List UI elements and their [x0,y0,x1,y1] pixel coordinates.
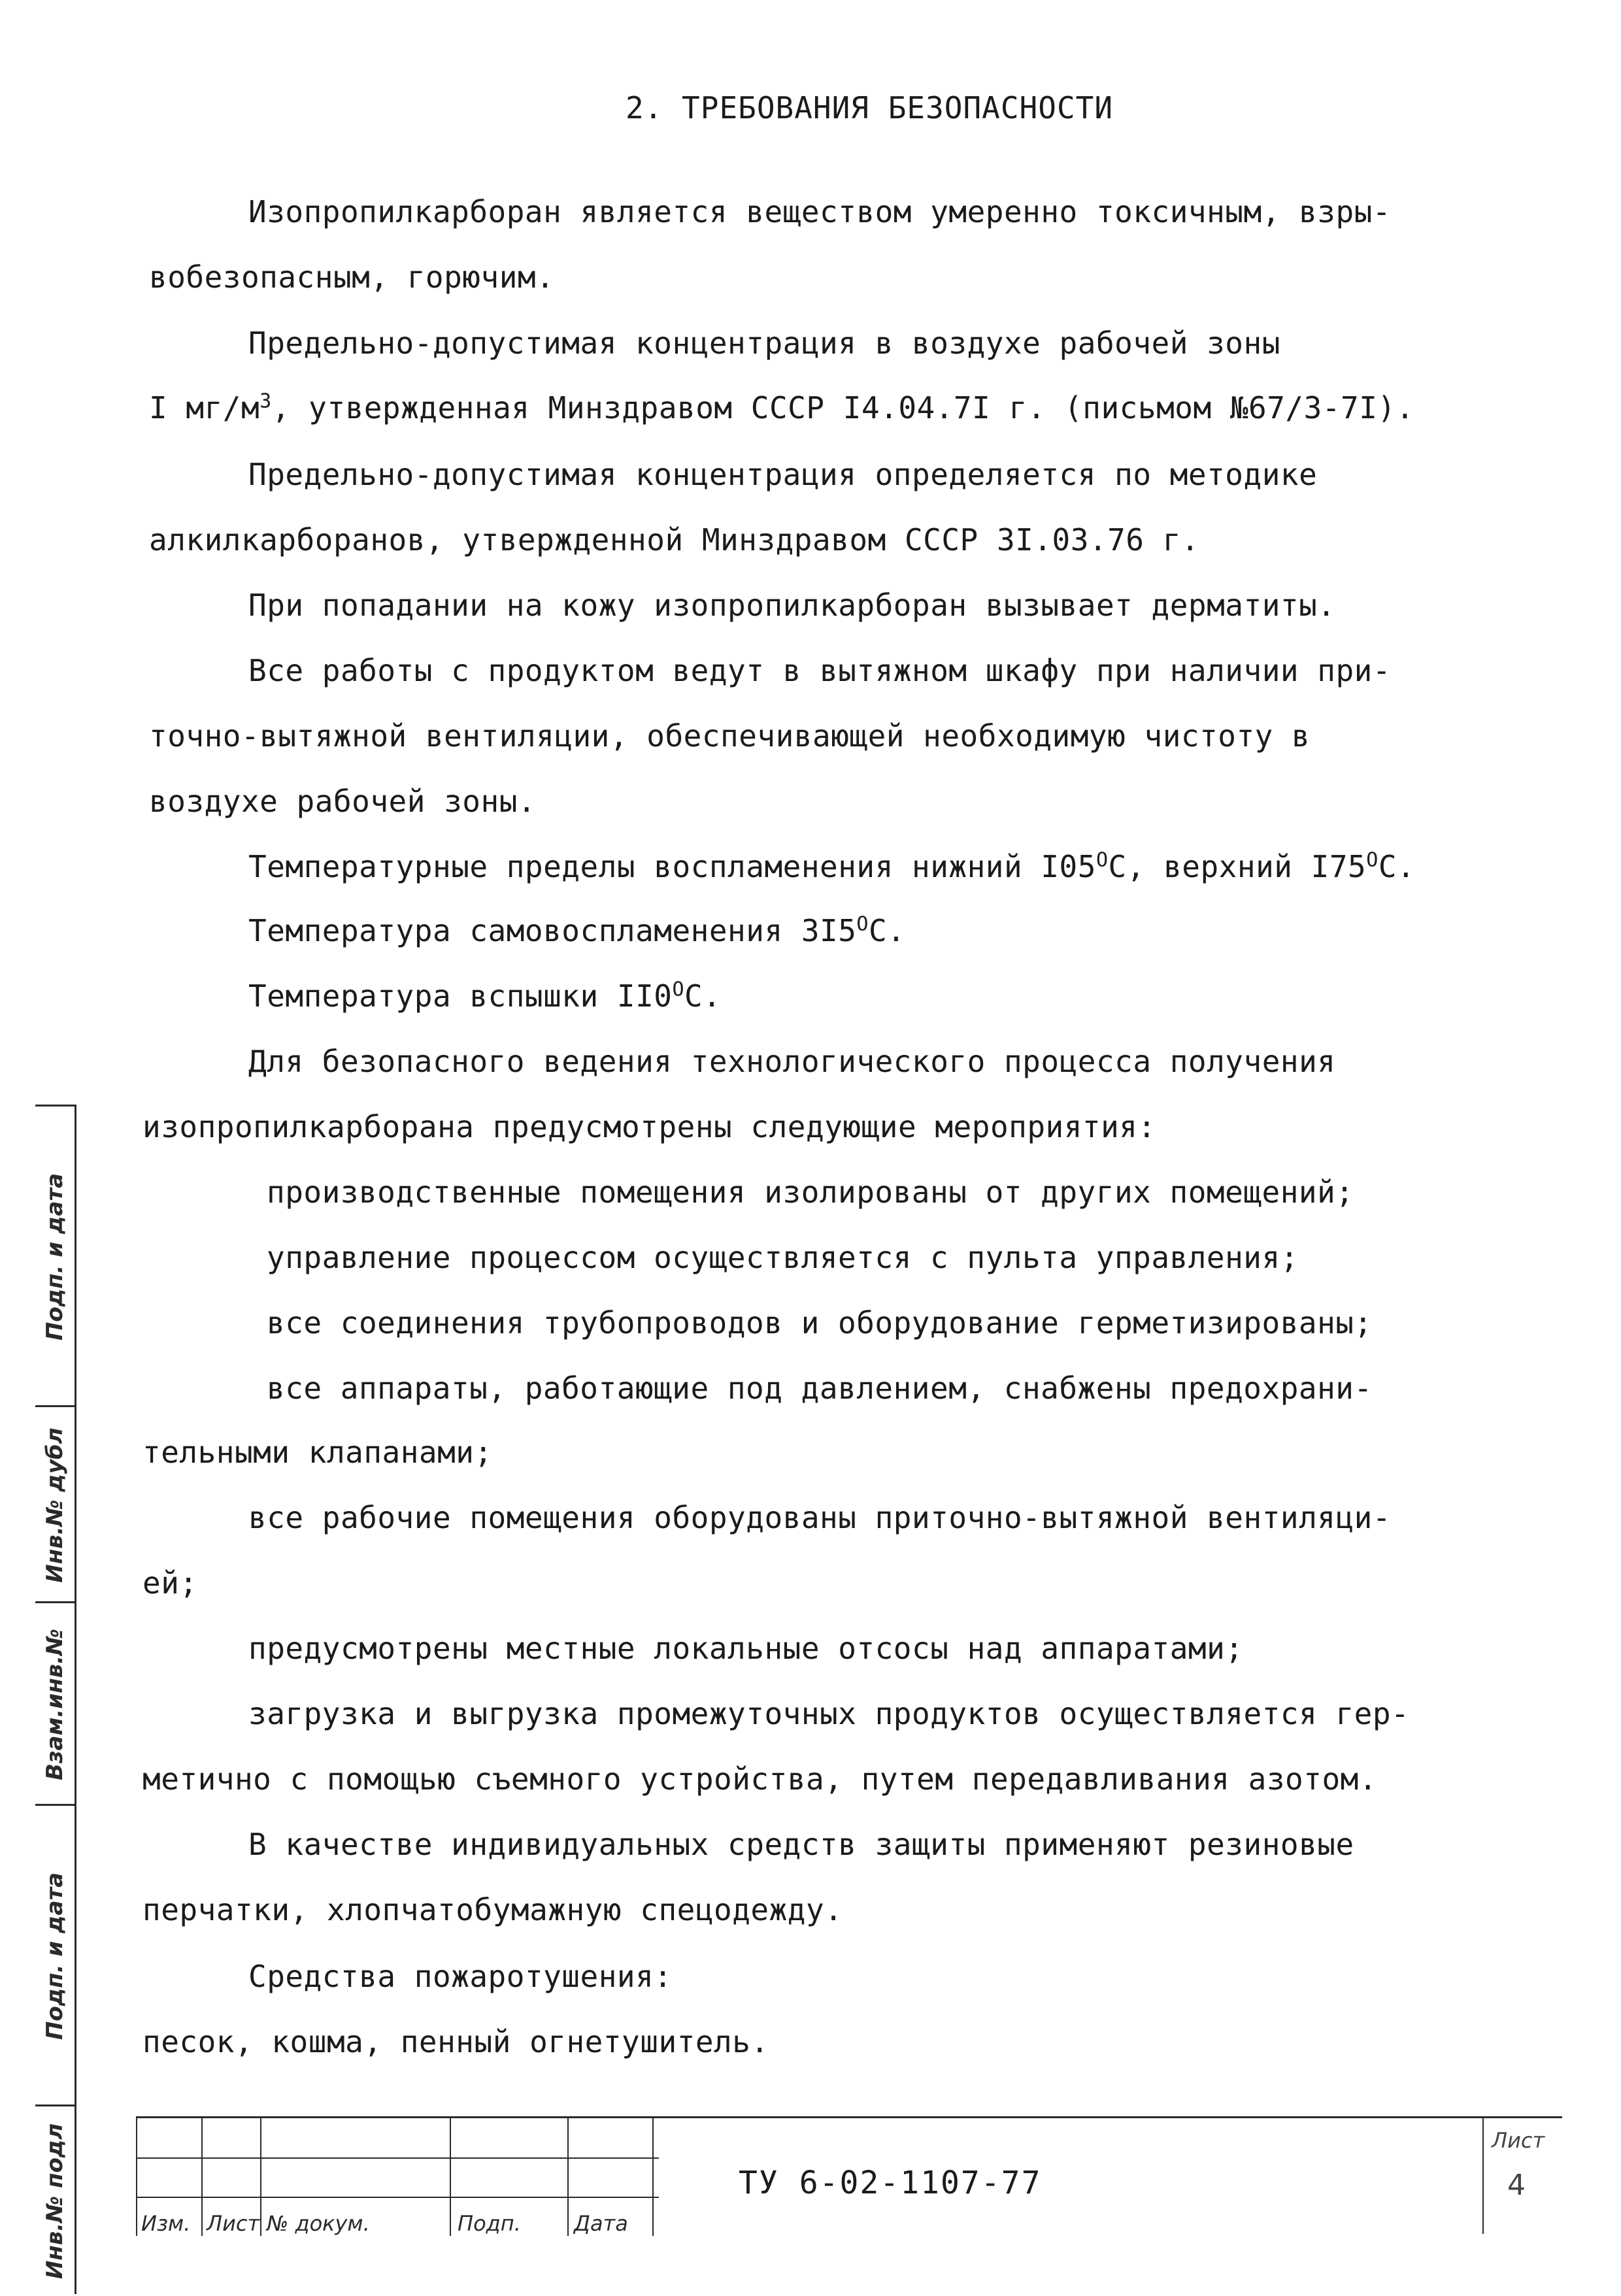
text-line: предусмотрены местные локальные отсосы над аппаратами; [248,1631,1244,1666]
superscript: О [1366,848,1379,872]
margin-label: Подп. и дата [42,1173,68,1341]
text-line: тельными клапанами; [142,1435,493,1470]
text-segment: I мг/м [149,390,260,425]
margin-label: Подп. и дата [42,1872,68,2040]
text-line: перчатки, хлопчатобумажную спецодежду. [142,1892,843,1927]
text-line: все соединения трубопроводов и оборудование герметизированы; [267,1305,1373,1340]
text-line: воздухе рабочей зоны. [149,784,537,819]
text-line: вобезопасным, горючим. [149,259,555,295]
text-line: алкилкарборанов, утвержденной Минздравом СССР 3I.03.76 г. [149,522,1200,557]
table-rule [260,2118,261,2236]
superscript: О [672,978,685,1001]
text-line: Все работы с продуктом ведут в вытяжном шкафу при наличии при- [248,653,1392,688]
text-line: Предельно-допустимая концентрация определяется по методике [248,457,1318,492]
text-line: Средства пожаротушения: [248,1959,673,1994]
text-line: все аппараты, работающие под давлением, снабжены предохрани- [267,1371,1373,1406]
sheet-number: 4 [1507,2169,1526,2202]
header-date: Дата [574,2211,628,2236]
margin-label: Инв.№ дубл [42,1427,68,1583]
margin-cell [35,1601,75,1806]
margin-label: Инв.№ подл [42,2123,68,2280]
text-line: загрузка и выгрузка промежуточных продуктов осуществляется гер- [248,1696,1410,1731]
text-line: Для безопасного ведения технологического процесса получения [248,1044,1336,1079]
header-sheet: Лист [207,2211,260,2236]
text-segment: Температура самовоспламенения 3I5 [248,913,857,948]
text-segment: С. [684,978,722,1014]
text-line [248,848,1415,885]
text-line: метично с помощью съемного устройства, путем передавливания азотом. [142,1761,1378,1797]
header-signature: Подп. [458,2211,521,2236]
margin-cell [35,1804,75,2106]
revision-table [136,2118,659,2236]
table-rule [136,2157,659,2159]
superscript: О [856,912,869,936]
text-line: В качестве индивидуальных средств защиты применяют резиновые [248,1827,1354,1862]
header-change: Изм. [141,2211,191,2236]
superscript: О [1095,848,1109,872]
superscript: 3 [259,390,272,413]
margin-stamp [35,1105,76,2294]
margin-label: Взам.инв.№ [42,1629,68,1780]
text-line: точно-вытяжной вентиляции, обеспечивающей необходимую чистоту в [149,718,1311,754]
text-line: управление процессом осуществляется с пульта управления; [267,1240,1299,1275]
document-code: ТУ 6-02-1107-77 [739,2165,1042,2201]
text-line: все рабочие помещения оборудованы приточно-вытяжной вентиляци- [248,1500,1392,1535]
text-line: изопропилкарборана предусмотрены следующие мероприятия: [142,1109,1156,1144]
text-line: Изопропилкарборан является веществом умеренно токсичным, взры- [248,194,1392,229]
text-line: Предельно-допустимая концентрация в воздухе рабочей зоны [248,325,1280,361]
table-rule [652,2118,654,2236]
header-doc-number: № докум. [267,2211,370,2236]
text-segment: Температура вспышки II0 [248,978,673,1014]
text-line [248,978,721,1014]
text-segment: , утвержденная Минздравом СССР I4.04.7I г. (письмом №67/3-7I). [271,390,1414,425]
table-rule [136,2197,659,2198]
text-segment: С, верхний I75 [1108,849,1367,884]
text-segment: Температурные пределы воспламенения нижний I05 [248,849,1096,884]
text-line: ей; [142,1565,198,1601]
text-segment: С. [868,913,906,948]
text-line: производственные помещения изолированы от других помещений; [267,1174,1354,1210]
table-rule [567,2118,569,2236]
margin-cell [35,1105,75,1407]
table-rule [136,2118,137,2236]
margin-cell [35,2105,75,2296]
sheet-label: Лист [1492,2128,1545,2153]
section-title: 2. ТРЕБОВАНИЯ БЕЗОПАСНОСТИ [625,90,1114,125]
text-line: При попадании на кожу изопропилкарборан вызывает дерматиты. [248,588,1336,623]
text-segment: С. [1378,849,1416,884]
margin-cell [35,1405,75,1603]
table-rule [201,2118,203,2236]
text-line [248,912,905,949]
text-line: песок, кошма, пенный огнетушитель. [142,2024,769,2059]
table-rule [450,2118,451,2236]
text-line [149,390,1414,426]
